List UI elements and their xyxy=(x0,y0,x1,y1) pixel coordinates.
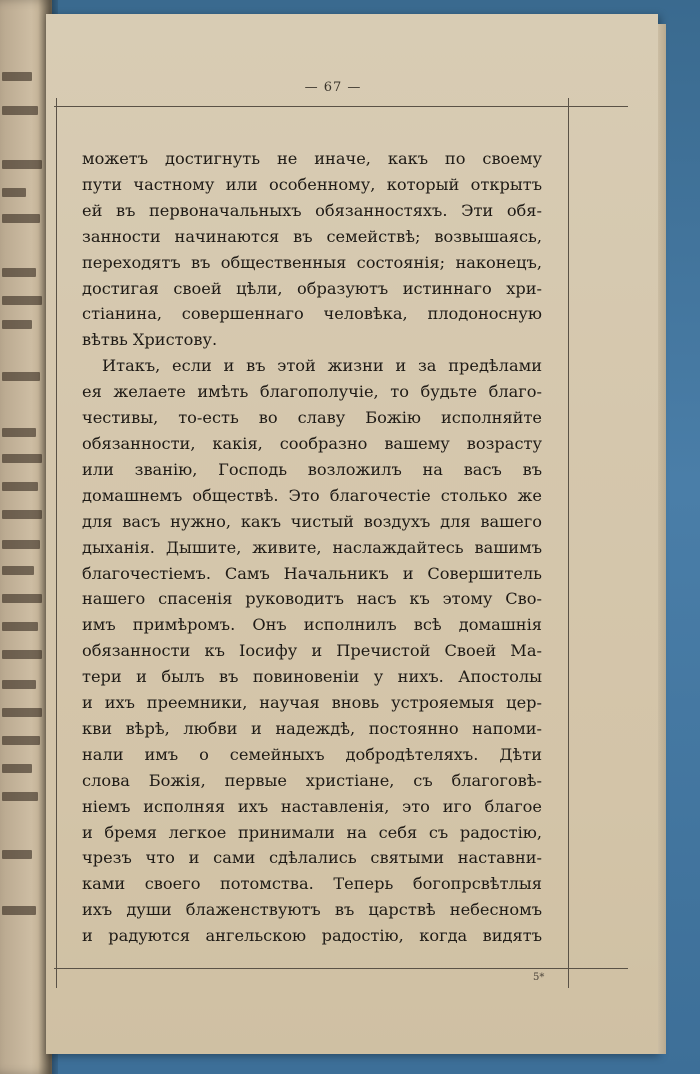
text-line: ея желаете имѣть благополучіе, то будьте благо- xyxy=(82,382,542,402)
text-line: ками своего потомства. Теперь богопрсвѣтлыя xyxy=(82,874,542,894)
text-line: чрезъ что и сами сдѣлались святыми наставни- xyxy=(82,848,542,868)
text-line: можетъ достигнуть не иначе, какъ по своему xyxy=(82,149,542,168)
text-line: благочестіемъ. Самъ Начальникъ и Совершитель xyxy=(82,563,542,583)
text-line: или званію, Господь возложилъ на васъ въ xyxy=(82,459,542,479)
paragraph-1 xyxy=(82,146,542,353)
book-page xyxy=(46,14,658,1054)
text-line: для васъ нужно, какъ чистый воздухъ для вашего xyxy=(82,511,542,531)
text-line: слова Божія, первые христіане, съ благоговѣ- xyxy=(82,770,542,790)
text-line: обязанности, какія, сообразно вашему возрасту xyxy=(82,433,542,453)
text-line: обязанности къ Іосифу и Пречистой Своей Ма- xyxy=(82,641,542,661)
paragraph-2 xyxy=(82,353,542,949)
text-line: стіанина, совершеннаго человѣка, плодоносную xyxy=(82,304,542,324)
text-line: честивы, то-есть во славу Божію исполняйте xyxy=(82,408,542,428)
text-line: ей въ первоначальныхъ обязанностяхъ. Эти обя- xyxy=(82,200,542,220)
left-rule xyxy=(56,98,57,988)
text-line: ихъ души блаженствуютъ въ царствѣ небесномъ xyxy=(82,900,542,920)
text-line: нали имъ о семейныхъ добродѣтеляхъ. Дѣти xyxy=(82,744,542,764)
text-line: достигая своей цѣли, образуютъ истиннаго хри- xyxy=(82,278,542,298)
text-line: Итакъ, если и въ этой жизни и за предѣлами xyxy=(102,356,542,376)
text-line: и радуются ангельскою радостію, когда видятъ xyxy=(82,926,542,946)
text-line: имъ примѣромъ. Онъ исполнилъ всѣ домашнія xyxy=(82,615,542,635)
bottom-rule xyxy=(54,968,628,969)
text-line: и бремя легкое принимали на себя съ радостію, xyxy=(82,822,542,842)
right-rule xyxy=(568,98,569,988)
text-line: и ихъ преемники, научая вновь устрояемыя цер- xyxy=(82,693,542,713)
text-line: дыханія. Дышите, живите, наслаждайтесь вашимъ xyxy=(82,537,542,557)
text-line: занности начинаются въ семействѣ; возвышаясь, xyxy=(82,226,542,246)
body-text xyxy=(82,146,542,949)
text-line: ніемъ исполняя ихъ наставленія, это иго благое xyxy=(82,796,542,816)
page-number: — 67 — xyxy=(304,80,362,95)
text-line: нашего спасенія руководитъ насъ къ этому Сво- xyxy=(82,589,542,609)
text-line: пути частному или особенному, который открытъ xyxy=(82,174,542,194)
top-rule xyxy=(54,106,628,107)
printer-signature-mark: 5* xyxy=(533,972,545,983)
text-line: домашнемъ обществѣ. Это благочестіе столько же xyxy=(82,485,542,505)
text-line: кви вѣрѣ, любви и надеждѣ, постоянно напоми- xyxy=(82,718,542,738)
page-edge xyxy=(658,24,666,1054)
text-line: переходятъ въ общественныя состоянія; наконецъ, xyxy=(82,252,542,272)
text-line: вѣтвь Христову. xyxy=(82,330,218,350)
text-line: тери и былъ въ повиновеніи у нихъ. Апостолы xyxy=(82,667,542,687)
